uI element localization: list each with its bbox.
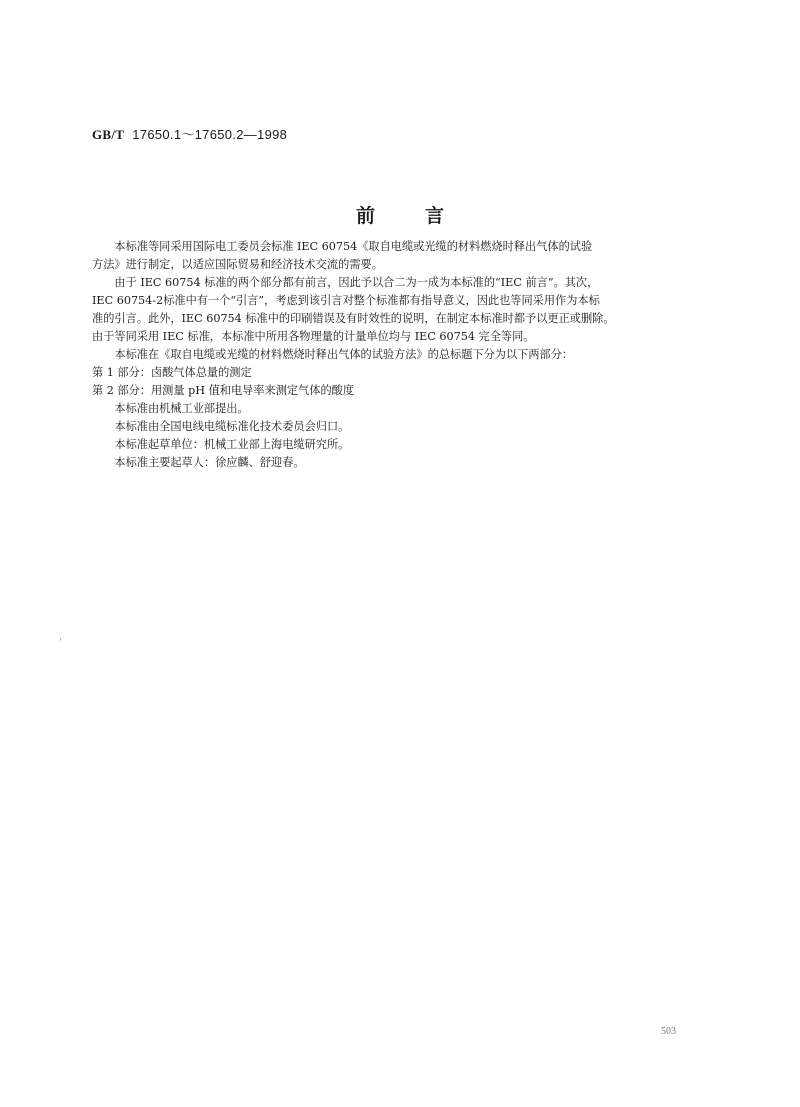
part-2-line: 第 2 部分：用测量 pH 值和电导率来测定气体的酸度 (92, 384, 355, 397)
body-line: 方法》进行制定，以适应国际贸易和经济技术交流的需要。 (92, 258, 383, 271)
body-line: 本标准等同采用国际电工委员会标准 IEC 60754《取自电缆或光缆的材料燃烧时释出气体的试验 (114, 240, 593, 253)
foreword-body (92, 238, 712, 472)
standard-prefix: GB/T (92, 127, 125, 142)
standard-number: 17650.1～17650.2—1998 (132, 127, 288, 142)
body-line: 由于 IEC 60754 标准的两个部分都有前言，因此予以合二为一成为本标准的“IEC 前言”。其次， (114, 276, 599, 289)
body-line: 准的引言。此外，IEC 60754 标准中的印刷错误及有时效性的说明，在制定本标准时都予以更正或删除。 (92, 312, 615, 325)
part-1-line: 第 1 部分：卤酸气体总量的测定 (92, 366, 252, 379)
title-char-2: 言 (425, 205, 445, 227)
scan-artifact (60, 638, 61, 641)
body-line: 由于等同采用 IEC 标准，本标准中所用各物理量的计量单位均与 IEC 60754 完全等同。 (92, 330, 535, 343)
drafting-unit-line: 本标准起草单位：机械工业部上海电缆研究所。 (114, 438, 350, 451)
page-number: 503 (661, 1026, 676, 1037)
title-char-1: 前 (355, 205, 375, 227)
body-line: IEC 60754-2标准中有一个“引言”，考虑到该引言对整个标准都有指导意义，因此也等同采用作为本标 (92, 294, 600, 307)
drafters-line: 本标准主要起草人：徐应麟、舒迎春。 (114, 456, 305, 469)
page-title (0, 201, 800, 228)
administrator-line: 本标准由全国电线电缆标准化技术委员会归口。 (114, 420, 350, 433)
standard-code-header (92, 124, 287, 143)
proposer-line: 本标准由机械工业部提出。 (114, 402, 249, 415)
body-line: 本标准在《取自电缆或光缆的材料燃烧时释出气体的试验方法》的总标题下分为以下两部分： (114, 348, 574, 361)
